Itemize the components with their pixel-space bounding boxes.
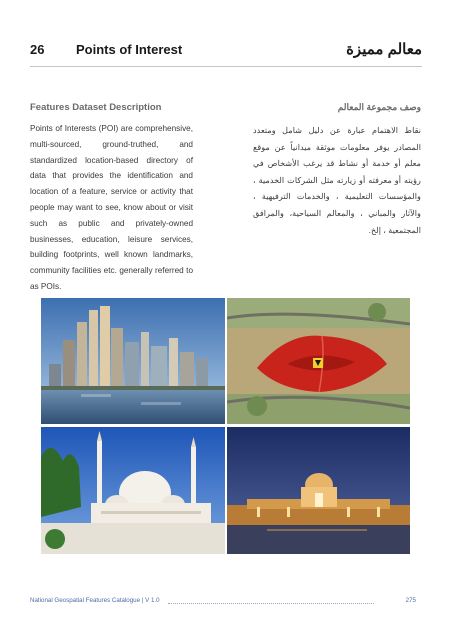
page-footer — [30, 597, 422, 609]
header-divider — [30, 66, 422, 67]
dataset-description: Points of Interests (POI) are comprehensive, multi-sourced, ground-truthed, and standardized location-based directory of data that provides the identification and location of a feature, service or activity that people may want to see, know about or visit such as public and privately-owned businesses, education, leisure services, building footprints, well known landmarks, community facilities etc. generally referred to as POIs. — [30, 124, 193, 291]
dataset-heading: Features Dataset Description — [30, 102, 162, 113]
catalogue-version: National Geospatial Features Catalogue | V 1.0 — [30, 597, 160, 604]
page-header — [30, 40, 422, 64]
page-number: 275 — [405, 597, 416, 604]
ferrari-world-aerial-photo — [227, 298, 410, 424]
palace-at-dusk-photo — [227, 427, 410, 554]
dataset-heading-arabic: وصف مجموعة المعالم — [337, 102, 421, 112]
section-number: 26 — [30, 42, 45, 57]
city-skyline-photo — [41, 298, 225, 424]
grand-mosque-photo — [41, 427, 225, 554]
section-title-arabic: معالم مميزة — [346, 41, 422, 58]
footer-leader-dots — [168, 603, 374, 604]
dataset-description-arabic: نقاط الاهتمام عبارة عن دليل شامل ومتعدد المصادر يوفر معلومات موثقة ميدانياً عن موقع معلم أو خدمة أو نشاط قد يرغب الأشخاص في رؤيته أو معرفته أو زيارته مثل الشركات الخدمية ، والمؤسسات التعليمية ، والخدمات الترفيهية ، والآثار والمباني ، والمعالم السياحية، والمرافق المجتمعية ، إلخ. — [253, 126, 421, 235]
section-title: Points of Interest — [76, 42, 183, 57]
